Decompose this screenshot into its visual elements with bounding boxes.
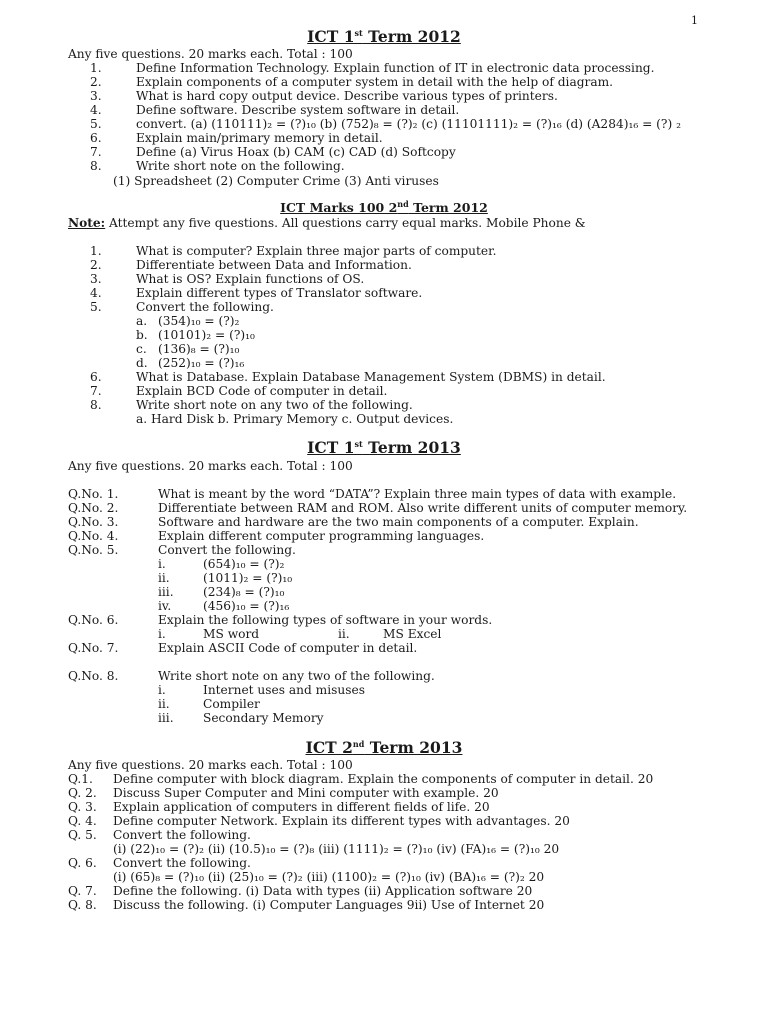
question-number: 8. — [90, 398, 102, 412]
question-number: 2. — [90, 258, 102, 272]
conversion-expr: (234)₈ = (?)₁₀ — [203, 585, 285, 599]
section-intro: Any five questions. 20 marks each. Total : 100 — [68, 47, 353, 61]
question-text: Explain main/primary memory in detail. — [136, 131, 383, 145]
question-number: 4. — [90, 286, 102, 300]
conversion-label: iii. — [158, 585, 174, 599]
question-number: Q.No. 1. — [68, 487, 119, 501]
question-number: Q.1. — [68, 772, 93, 786]
question-text: Explain different types of Translator software. — [136, 286, 423, 300]
question-number: Q. 5. — [68, 828, 97, 842]
question-text: Explain components of a computer system in detail with the help of diagram. — [136, 75, 614, 89]
question-text: Define (a) Virus Hoax (b) CAM (c) CAD (d) Softcopy — [136, 145, 456, 159]
section-intro: Any five questions. 20 marks each. Total : 100 — [68, 758, 353, 772]
question-text: Differentiate between Data and Information. — [136, 258, 412, 272]
question-text: Convert the following. — [113, 856, 251, 870]
question-number: Q.No. 7. — [68, 641, 119, 655]
section-intro: Any five questions. 20 marks each. Total : 100 — [68, 459, 353, 473]
question-text: Explain ASCII Code of computer in detail. — [158, 641, 418, 655]
question-number: Q.No. 6. — [68, 613, 119, 627]
question-number: 2. — [90, 75, 102, 89]
question-number: Q. 6. — [68, 856, 97, 870]
option-text: MS Excel — [383, 627, 442, 641]
conversion-expr: (456)₁₀ = (?)₁₆ — [203, 599, 290, 613]
conversion-label: ii. — [158, 571, 170, 585]
conversion-expr: (654)₁₀ = (?)₂ — [203, 557, 285, 571]
question-number: 5. — [90, 117, 102, 131]
question-text: What is meant by the word “DATA”? Explain three main types of data with example. — [158, 487, 677, 501]
question-number: 4. — [90, 103, 102, 117]
section-title-2013-1st: ICT 1st Term 2013 — [307, 438, 461, 457]
question-text: Convert the following. — [136, 300, 274, 314]
conversion-label: c. — [136, 342, 147, 356]
question-text: Write short note on the following. — [136, 159, 345, 173]
section-title-2012-1st: ICT 1st Term 2012 — [307, 27, 461, 46]
question-text: Define the following. (i) Data with types (ii) Application software 20 — [113, 884, 533, 898]
question-number: 7. — [90, 145, 102, 159]
question-number: Q. 3. — [68, 800, 97, 814]
question-number: Q. 2. — [68, 786, 97, 800]
page-number: 1 — [691, 14, 698, 27]
question-text: What is Database. Explain Database Management System (DBMS) in detail. — [136, 370, 606, 384]
question-number: Q. 7. — [68, 884, 97, 898]
question-number: Q. 8. — [68, 898, 97, 912]
question-text: Software and hardware are the two main components of a computer. Explain. — [158, 515, 639, 529]
question-text: Discuss the following. (i) Computer Languages 9ii) Use of Internet 20 — [113, 898, 545, 912]
section-title-2012-2nd: ICT Marks 100 2nd Term 2012 — [280, 198, 488, 215]
question-text: Discuss Super Computer and Mini computer with example. 20 — [113, 786, 499, 800]
option-label: ii. — [158, 697, 170, 711]
question-text: Explain BCD Code of computer in detail. — [136, 384, 388, 398]
question-number: 3. — [90, 89, 102, 103]
conversion-expr: (136)₈ = (?)₁₀ — [158, 342, 240, 356]
question-text: Explain application of computers in different fields of life. 20 — [113, 800, 490, 814]
question-text: Define computer Network. Explain its different types with advantages. 20 — [113, 814, 570, 828]
conversion-label: i. — [158, 557, 166, 571]
option-label: iii. — [158, 711, 174, 725]
option-label: ii. — [338, 627, 350, 641]
question-text: What is hard copy output device. Describe various types of printers. — [136, 89, 558, 103]
option-text: MS word — [203, 627, 260, 641]
question-text: Write short note on any two of the following. — [136, 398, 413, 412]
conversion-expr: (354)₁₀ = (?)₂ — [158, 314, 240, 328]
question-number: 1. — [90, 61, 102, 75]
question-text: Define computer with block diagram. Explain the components of computer in detail. 20 — [113, 772, 654, 786]
question-number: 8. — [90, 159, 102, 173]
question-text: Write short note on any two of the following. — [158, 669, 435, 683]
question-text: Explain the following types of software in your words. — [158, 613, 493, 627]
question-text: Convert the following. — [113, 828, 251, 842]
question-number: Q.No. 8. — [68, 669, 119, 683]
option-label: i. — [158, 627, 166, 641]
note-line: Note: Attempt any five questions. All questions carry equal marks. Mobile Phone & — [68, 216, 586, 230]
question-number: 5. — [90, 300, 102, 314]
option-text: Secondary Memory — [203, 711, 324, 725]
option-text: Internet uses and misuses — [203, 683, 365, 697]
conversion-line: (i) (22)₁₀ = (?)₂ (ii) (10.5)₁₀ = (?)₈ (iii) (1111)₂ = (?)₁₀ (iv) (FA)₁₆ = (?)₁₀ 20 — [113, 842, 560, 856]
section-title-2013-2nd: ICT 2nd Term 2013 — [305, 738, 463, 757]
question-number: 7. — [90, 384, 102, 398]
sub-item: (1) Spreadsheet (2) Computer Crime (3) Anti viruses — [113, 174, 439, 188]
conversion-expr: (10101)₂ = (?)₁₀ — [158, 328, 255, 342]
question-number: 1. — [90, 244, 102, 258]
question-number: Q.No. 2. — [68, 501, 119, 515]
option-label: i. — [158, 683, 166, 697]
conversion-expr: (252)₁₀ = (?)₁₆ — [158, 356, 245, 370]
conversion-label: d. — [136, 356, 148, 370]
question-number: Q.No. 3. — [68, 515, 119, 529]
question-number: Q.No. 5. — [68, 543, 119, 557]
question-text: What is OS? Explain functions of OS. — [136, 272, 365, 286]
option-text: Compiler — [203, 697, 260, 711]
conversion-label: iv. — [158, 599, 172, 613]
question-text: convert. (a) (110111)₂ = (?)₁₀ (b) (752)₈ = (?)₂ (c) (11101111)₂ = (?)₁₆ (d) (A284)₁₆ = (?) ₂ — [136, 117, 681, 131]
question-text: Convert the following. — [158, 543, 296, 557]
question-number: Q.No. 4. — [68, 529, 119, 543]
question-text: What is computer? Explain three major parts of computer. — [136, 244, 497, 258]
question-text: Define Information Technology. Explain function of IT in electronic data processing. — [136, 61, 655, 75]
question-number: 6. — [90, 370, 102, 384]
sub-item: a. Hard Disk b. Primary Memory c. Output devices. — [136, 412, 454, 426]
conversion-label: a. — [136, 314, 148, 328]
conversion-line: (i) (65)₈ = (?)₁₀ (ii) (25)₁₀ = (?)₂ (iii) (1100)₂ = (?)₁₀ (iv) (BA)₁₆ = (?)₂ 20 — [113, 870, 545, 884]
question-number: Q. 4. — [68, 814, 97, 828]
question-number: 6. — [90, 131, 102, 145]
conversion-expr: (1011)₂ = (?)₁₀ — [203, 571, 293, 585]
question-text: Define software. Describe system software in detail. — [136, 103, 460, 117]
question-number: 3. — [90, 272, 102, 286]
conversion-label: b. — [136, 328, 148, 342]
question-text: Explain different computer programming languages. — [158, 529, 485, 543]
question-text: Differentiate between RAM and ROM. Also write different units of computer memory. — [158, 501, 688, 515]
